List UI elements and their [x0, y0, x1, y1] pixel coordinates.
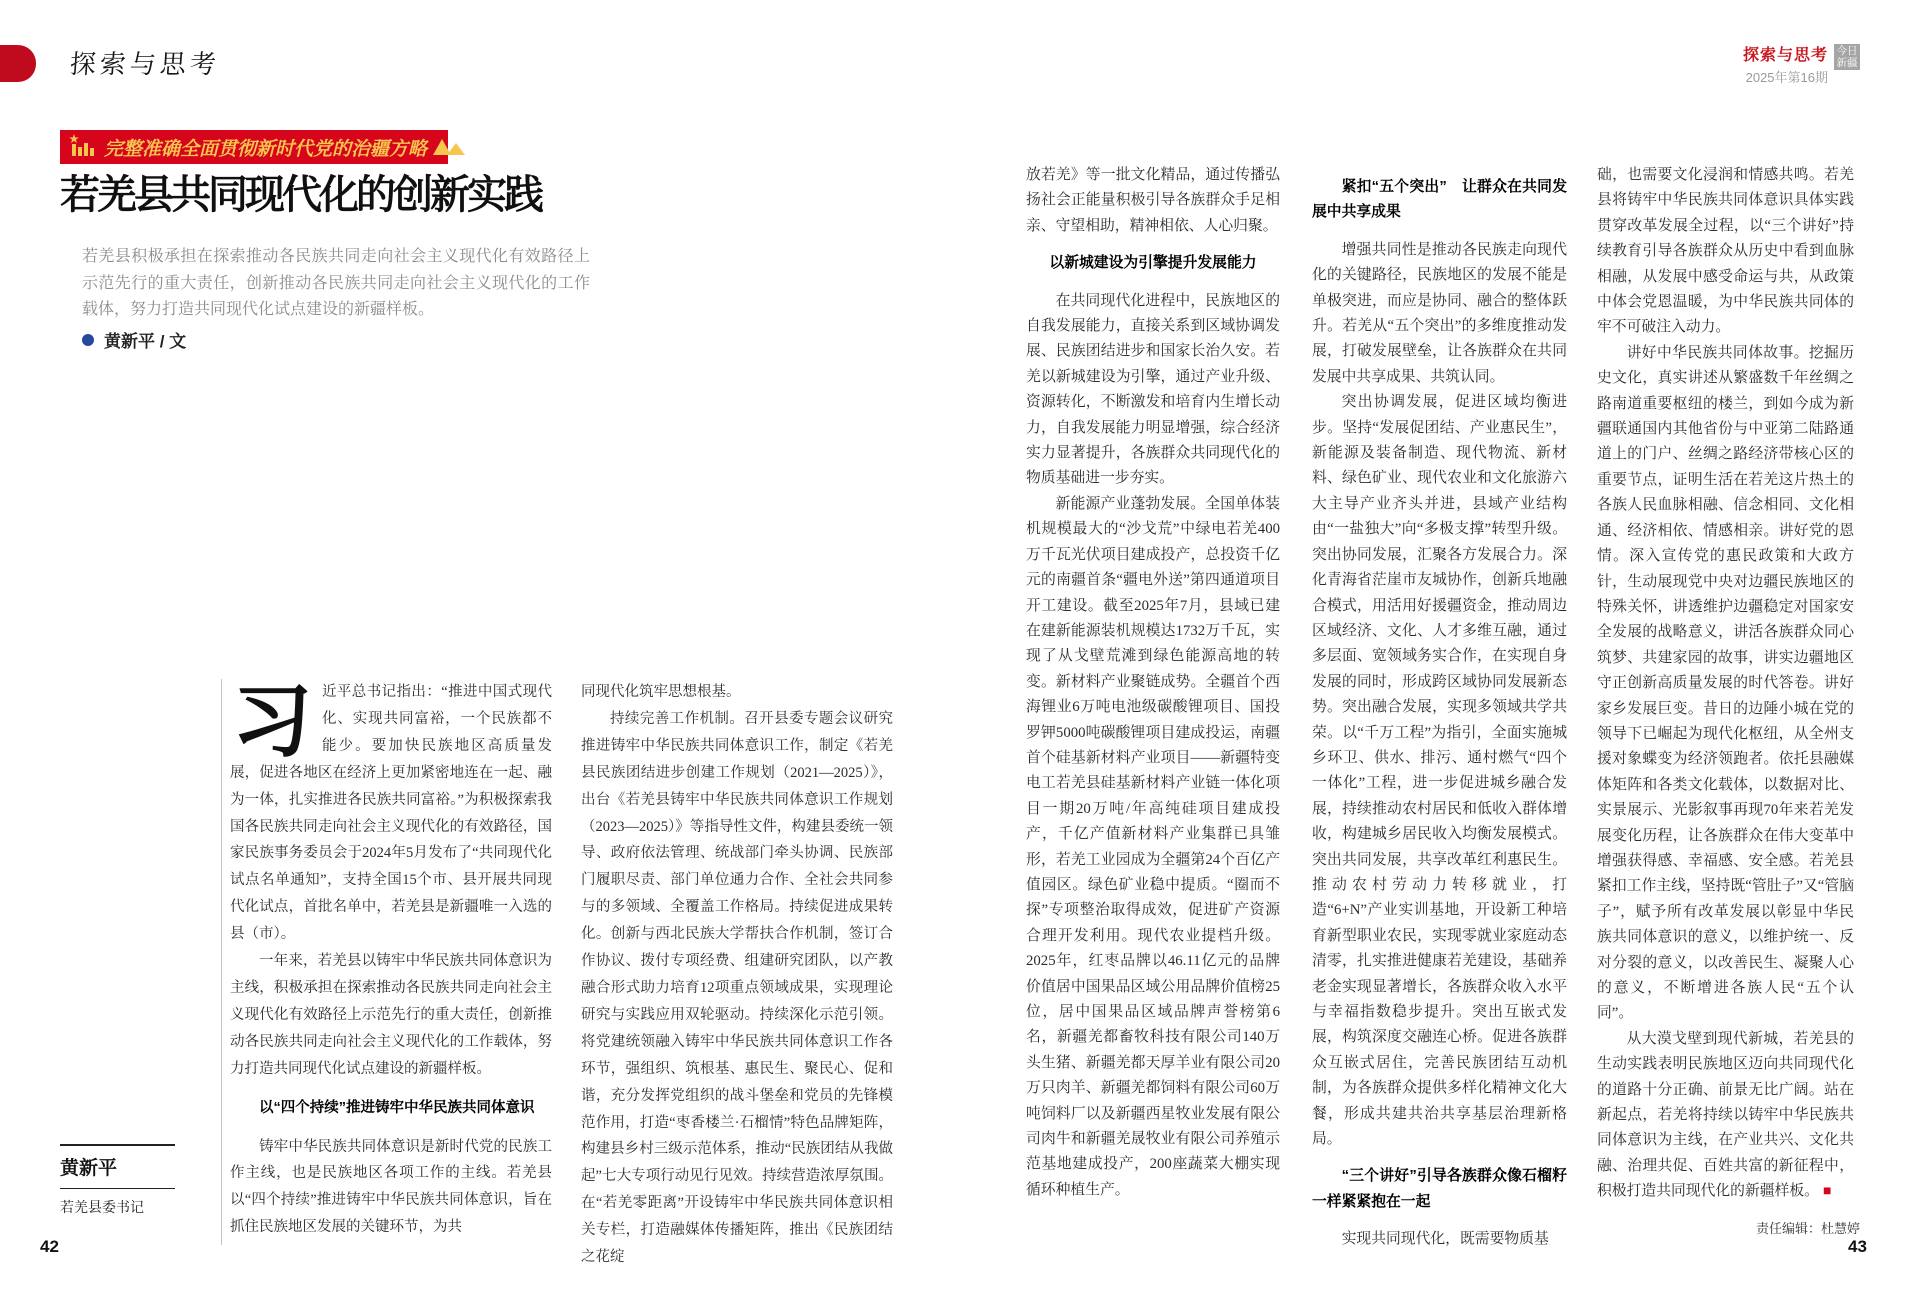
- body-paragraph: 习近平总书记指出：“推进中国式现代化、实现共同富裕，一个民族都不能少。要加快民族地区高质量发展，促进各地区在经济上更加紧密地连在一起、融为一体，扎实推进各民族共同富裕。”为积极探索我国各民族共同走向社会主义现代化的有效路径，国家民族事务委员会于2024年5月发布了“共同现代化试点名单通知”，支持全国15个市、县开展共同现代化试点，首批名单中，若羌县是新疆唯一入选的县（市）。: [230, 674, 552, 943]
- body-paragraph: 在共同现代化进程中，民族地区的自我发展能力，直接关系到区域协调发展、民族团结进步和国家长治久安。若羌以新城建设为引擎，通过产业升级、资源转化，不断激发和培育内生增长动力，自我发展能力明显增强，综合经济实力显著提升，各族群众共同现代化的物质基础进一步夯实。: [1026, 292, 1280, 487]
- body-paragraph: 一年来，若羌县以铸牢中华民族共同体意识为主线，积极承担在探索推动各民族共同走向社会主义现代化有效路径上示范先行的重大责任，创新推动各民族共同走向社会主义现代化的工作载体，努力打造共同现代化试点建设的新疆样板。: [230, 953, 552, 1077]
- drop-cap: 习: [232, 674, 312, 768]
- article-title: 若羌县共同现代化的创新实践: [60, 173, 541, 217]
- body-paragraph: 新能源产业蓬勃发展。全国单体装机规模最大的“沙戈荒”中绿电若羌400万千瓦光伏项目建成投产，总投资千亿元的南疆首条“疆电外送”第四通道项目开工建设。截至2025年7月，县域已建在建新能源装机规模达1732万千瓦，实现了从戈壁荒滩到绿色能源高地的转变。新材料产业聚链成势。全疆首个西海锂业6万吨电池级碳酸锂项目、国投罗钾5000吨碳酸锂项目建成投运，南疆首个硅基新材料产业项目——新疆特变电工若羌县硅基新材料产业链一体化项目一期20万吨/年高纯硅项目建成投产，千亿产值新材料产业集群已具雏形，若羌工业园成为全疆第24个百亿产值园区。绿色矿业稳中提质。“圈而不探”专项整治取得成效，促进矿产资源合理开发利用。现代农业提档升级。2025年，红枣品牌以46.11亿元的品牌价值居中国果品区域公用品牌价值榜25位，居中国果品区域品牌声誉榜第6名，新疆羌都畜牧科技有限公司140万头生猪、新疆羌都天厚羊业有限公司20万只肉羊、新疆羌都饲料有限公司60万吨饲料厂以及新疆西星牧业发展有限公司肉牛和新疆羌晟牧业有限公司养殖示范基地建成投产，200座蔬菜大棚实现循环种植生产。: [1026, 495, 1280, 1198]
- column-rule: [221, 679, 222, 1245]
- byline-bullet-icon: [82, 334, 94, 346]
- body-paragraph: 讲好中华民族共同体故事。挖掘历史文化，真实讲述从繁盛数千年丝绸之路南道重要枢纽的楼兰，到如今成为新疆联通国内其他省份与中亚第二陆路通道上的门户、丝绸之路经济带核心区的重要节点，证明生活在若羌这片热土的各族人民血脉相融、信念相同、文化相通、经济相依、情感相亲。讲好党的恩情。深入宣传党的惠民政策和大政方针，生动展现党中央对边疆民族地区的特殊关怀，讲透维护边疆稳定对国家安全发展的战略意义，讲活各族群众同心筑梦、共建家园的故事，讲实边疆地区守正创新高质量发展的时代答卷。讲好家乡发展巨变。昔日的边陲小城在党的领导下已崛起为现代化枢纽，从全州支援对象蝶变为经济领跑者。依托县融媒体矩阵和各类文化载体，以数据对比、实景展示、光影叙事再现70年来若羌发展变化历程，让各族群众在伟大变革中增强获得感、幸福感、安全感。若羌县紧扣工作主线，坚持既“管肚子”又“管脑子”，赋予所有改革发展以彰显中华民族共同体意识的意义，以维护统一、反对分裂的意义，以改善民生、凝聚人心的意义，不断增进各族人民“五个认同”。: [1597, 344, 1854, 1022]
- mountains-icon: [433, 135, 467, 160]
- running-head-section: 探索与思考: [1742, 47, 1828, 64]
- body-paragraph: 同现代化筑牢思想根基。: [581, 684, 741, 700]
- page-number-right: 43: [1848, 1237, 1867, 1256]
- magazine-logo-badge: [1834, 44, 1860, 70]
- body-paragraph: 持续完善工作机制。召开县委专题会议研究推进铸牢中华民族共同体意识工作，制定《若羌县民族团结进步创建工作规划（2021—2025）》，出台《若羌县铸牢中华民族共同体意识工作规划（2023—2025）》等指导性文件，构建县委统一领导、政府依法管理、统战部门牵头协调、民族部门履职尽责、部门单位通力合作、全社会共同参与的多领域、全覆盖工作格局。持续促进成果转化。创新与西北民族大学帮扶合作机制，签订合作协议、拨付专项经费、组建研究团队，以产教融合形式助力培育12项重点领域成果，实现理论研究与实践应用双轮驱动。持续深化示范引领。将党建统领融入铸牢中华民族共同体意识工作各环节，强组织、筑根基、惠民生、聚民心、促和谐，充分发挥党组织的战斗堡垒和党员的先锋模范作用，打造“枣香楼兰·石榴情”特色品牌矩阵，构建县乡村三级示范体系，推动“民族团结从我做起”七大专项行动见行见效。持续营造浓厚氛围。在“若羌零距离”开设铸牢中华民族共同体意识相关专栏，打造融媒体传播矩阵，推出《民族团结之花绽: [581, 710, 893, 1266]
- page-number-left: 42: [40, 1237, 59, 1256]
- skyline-icon: [68, 134, 98, 161]
- body-paragraph: 放若羌》等一批文化精品，通过传播弘扬社会正能量积极引导各族群众手足相亲、守望相助，精神相依、人心归聚。: [1026, 167, 1280, 234]
- article-abstract: 若羌县积极承担在探索推动各民族共同走向社会主义现代化有效路径上示范先行的重大责任，创新推动各民族共同走向社会主义现代化的工作载体，努力打造共同现代化试点建设的新疆样板。: [82, 248, 590, 318]
- author-role: 若羌县委书记: [60, 1201, 144, 1216]
- body-paragraph: 突出协调发展，促进区域均衡进步。坚持“发展促团结、产业惠民生”，新能源及装备制造、现代物流、新材料、绿色矿业、现代农业和文化旅游六大主导产业齐头并进，县域产业结构由“一盐独大”向“多极支撑”转型升级。突出协同发展，汇聚各方发展合力。深化青海省茫崖市友城协作，创新兵地融合模式，用活用好援疆资金，推动周边区域经济、文化、人才多维互融，通过多层面、宽领域务实合作，在实现自身发展的同时，形成跨区域协同发展新态势。突出融合发展，实现多领域共学共荣。以“千万工程”为指引，全面实施城乡环卫、供水、排污、通村燃气“四个一体化”工程，进一步促进城乡融合发展，持续推动农村居民和低收入群体增收，构建城乡居民收入均衡发展模式。突出共同发展，共享改革红利惠民生。推动农村劳动力转移就业，打造“6+N”产业实训基地，开设新工种培育新型职业农民，实现零就业家庭动态清零，扎实推进健康若羌建设，基础养老金实现显著增长，各族群众收入水平与幸福指数稳步提升。突出互嵌式发展，构筑深度交融连心桥。促进各族群众互嵌式居住，完善民族团结互动机制，为各族群众提供多样化精神文化大餐，形成共建共治共享基层治理新格局。: [1312, 394, 1567, 1148]
- subheading: “三个讲好”引导各族群众像石榴籽一样紧紧抱在一起: [1312, 1168, 1567, 1210]
- article-column-left-1: [230, 674, 552, 1241]
- subheading: 紧扣“五个突出” 让群众在共同发展中共享成果: [1312, 179, 1567, 221]
- topic-banner: [60, 130, 448, 164]
- magazine-logo-line2: 新疆: [1836, 57, 1858, 69]
- banner-slogan: 完整准确全面贯彻新时代党的治疆方略: [104, 137, 428, 160]
- article-column-right-3: [1597, 163, 1854, 1238]
- body-paragraph: 增强共同性是推动各民族走向现代化的关键路径，民族地区的发展不能是单极突进，而应是协同、融合的整体跃升。若羌从“五个突出”的多维度推动发展，打破发展壁垒，让各族群众在共同发展中共享成果、共筑认同。: [1312, 241, 1567, 385]
- magazine-logo-line1: 今日: [1836, 45, 1858, 57]
- author-name: 黄新平: [60, 1158, 118, 1179]
- section-tab-shape: [0, 45, 36, 82]
- article-column-left-2: [581, 679, 893, 1271]
- issue-label: 2025年第16期: [1745, 70, 1828, 85]
- editor-credit: 责任编辑：杜慧婷: [1755, 1221, 1860, 1236]
- article-column-right-1: [1026, 163, 1280, 1238]
- author-card: [60, 1144, 175, 1217]
- body-paragraph: 铸牢中华民族共同体意识是新时代党的民族工作主线，也是民族地区各项工作的主线。若羌县以“四个持续”推进铸牢中华民族共同体意识，旨在抓住民族地区发展的关键环节，为共: [230, 1138, 552, 1236]
- body-paragraph: 础，也需要文化浸润和情感共鸣。若羌县将铸牢中华民族共同体意识具体实践贯穿改革发展全过程，以“三个讲好”持续教育引导各族群众从历史中看到血脉相融，从发展中感受命运与共，从政策中体会党恩温暖，为中华民族共同体的牢不可破注入动力。: [1597, 167, 1854, 336]
- article-column-right-2: [1312, 163, 1567, 1248]
- subheading: 以“四个持续”推进铸牢中华民族共同体意识: [259, 1099, 535, 1116]
- subheading: 以新城建设为引擎提升发展能力: [1049, 255, 1257, 272]
- body-paragraph: 实现共同现代化，既需要物质基: [1341, 1231, 1549, 1248]
- end-of-article-mark: ■: [1822, 1184, 1832, 1200]
- byline-text: 黄新平 / 文: [104, 332, 187, 351]
- right-page-header: [1640, 42, 1828, 86]
- byline: [82, 327, 186, 352]
- section-title: 探索与思考: [68, 50, 221, 80]
- body-paragraph: 从大漠戈壁到现代新城，若羌县的生动实践表明民族地区迈向共同现代化的道路十分正确、前景无比广阔。站在新起点，若羌将持续以铸牢中华民族共同体意识为主线，在产业共兴、文化共融、治理共促、百姓共富的新征程中，积极打造共同现代化的新疆样板。 ■: [1597, 1030, 1854, 1200]
